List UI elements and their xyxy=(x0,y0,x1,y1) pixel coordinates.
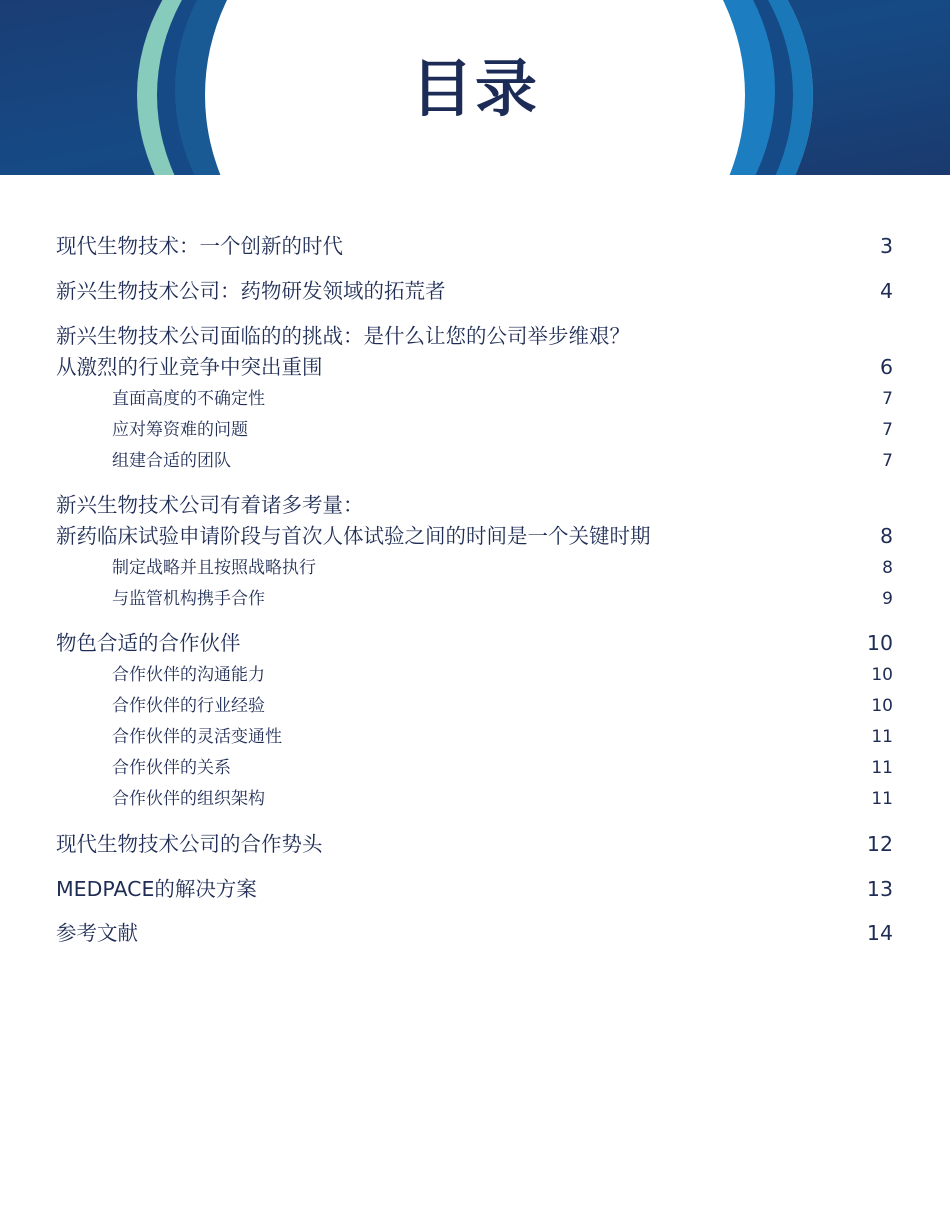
toc-page-number: 7 xyxy=(882,420,893,440)
toc-page-number: 13 xyxy=(866,877,893,901)
toc-page-number: 3 xyxy=(879,234,893,258)
toc-page-number: 10 xyxy=(866,631,893,655)
toc-page-number: 10 xyxy=(871,665,893,685)
toc-entry-title: 合作伙伴的灵活变通性 xyxy=(112,727,282,747)
toc-entry-title: 物色合适的合作伙伴 xyxy=(56,631,241,655)
toc-page-number: 11 xyxy=(871,789,893,809)
toc-page-number: 9 xyxy=(882,589,893,609)
toc-entry-title: 参考文献 xyxy=(56,921,138,945)
toc-entry-title: 应对筹资难的问题 xyxy=(112,420,248,440)
toc-entry-title: 合作伙伴的沟通能力 xyxy=(112,665,265,685)
toc-entry-title: 直面高度的不确定性 xyxy=(112,389,265,409)
toc-page-number: 11 xyxy=(871,727,893,747)
toc-page-number: 7 xyxy=(882,389,893,409)
toc-entry-title: 新兴生物技术公司：药物研发领域的拓荒者 xyxy=(56,279,446,303)
toc-entry-title: 合作伙伴的关系 xyxy=(112,758,231,778)
page-title: 目录 xyxy=(410,52,539,125)
toc-entry-title: 现代生物技术公司的合作势头 xyxy=(56,832,323,856)
toc-entry-title: 新药临床试验申请阶段与首次人体试验之间的时间是一个关键时期 xyxy=(56,524,651,548)
toc-entry-title: 新兴生物技术公司有着诸多考量： xyxy=(56,493,364,517)
toc-entry-title: 现代生物技术：一个创新的时代 xyxy=(56,234,343,258)
toc-page-number: 12 xyxy=(866,832,893,856)
toc-entry-title: 组建合适的团队 xyxy=(112,451,231,471)
toc-page-number: 11 xyxy=(871,758,893,778)
toc-page-number: 4 xyxy=(879,279,893,303)
toc-entry-title: 新兴生物技术公司面临的的挑战：是什么让您的公司举步维艰？ xyxy=(56,324,630,348)
toc-entry-title: 合作伙伴的行业经验 xyxy=(112,696,265,716)
toc-entry-title: MEDPACE的解决方案 xyxy=(56,877,257,901)
toc-page-number: 8 xyxy=(882,558,893,578)
toc-page-number: 6 xyxy=(879,355,893,379)
toc-page-number: 8 xyxy=(879,524,893,548)
toc-entry-title: 制定战略并且按照战略执行 xyxy=(112,558,316,578)
toc-entry-title: 合作伙伴的组织架构 xyxy=(112,789,265,809)
toc-page-number: 7 xyxy=(882,451,893,471)
toc-entry-title: 从激烈的行业竞争中突出重围 xyxy=(56,355,323,379)
toc-page-number: 14 xyxy=(866,921,893,945)
toc-page-number: 10 xyxy=(871,696,893,716)
toc-entry-title: 与监管机构携手合作 xyxy=(112,589,265,609)
